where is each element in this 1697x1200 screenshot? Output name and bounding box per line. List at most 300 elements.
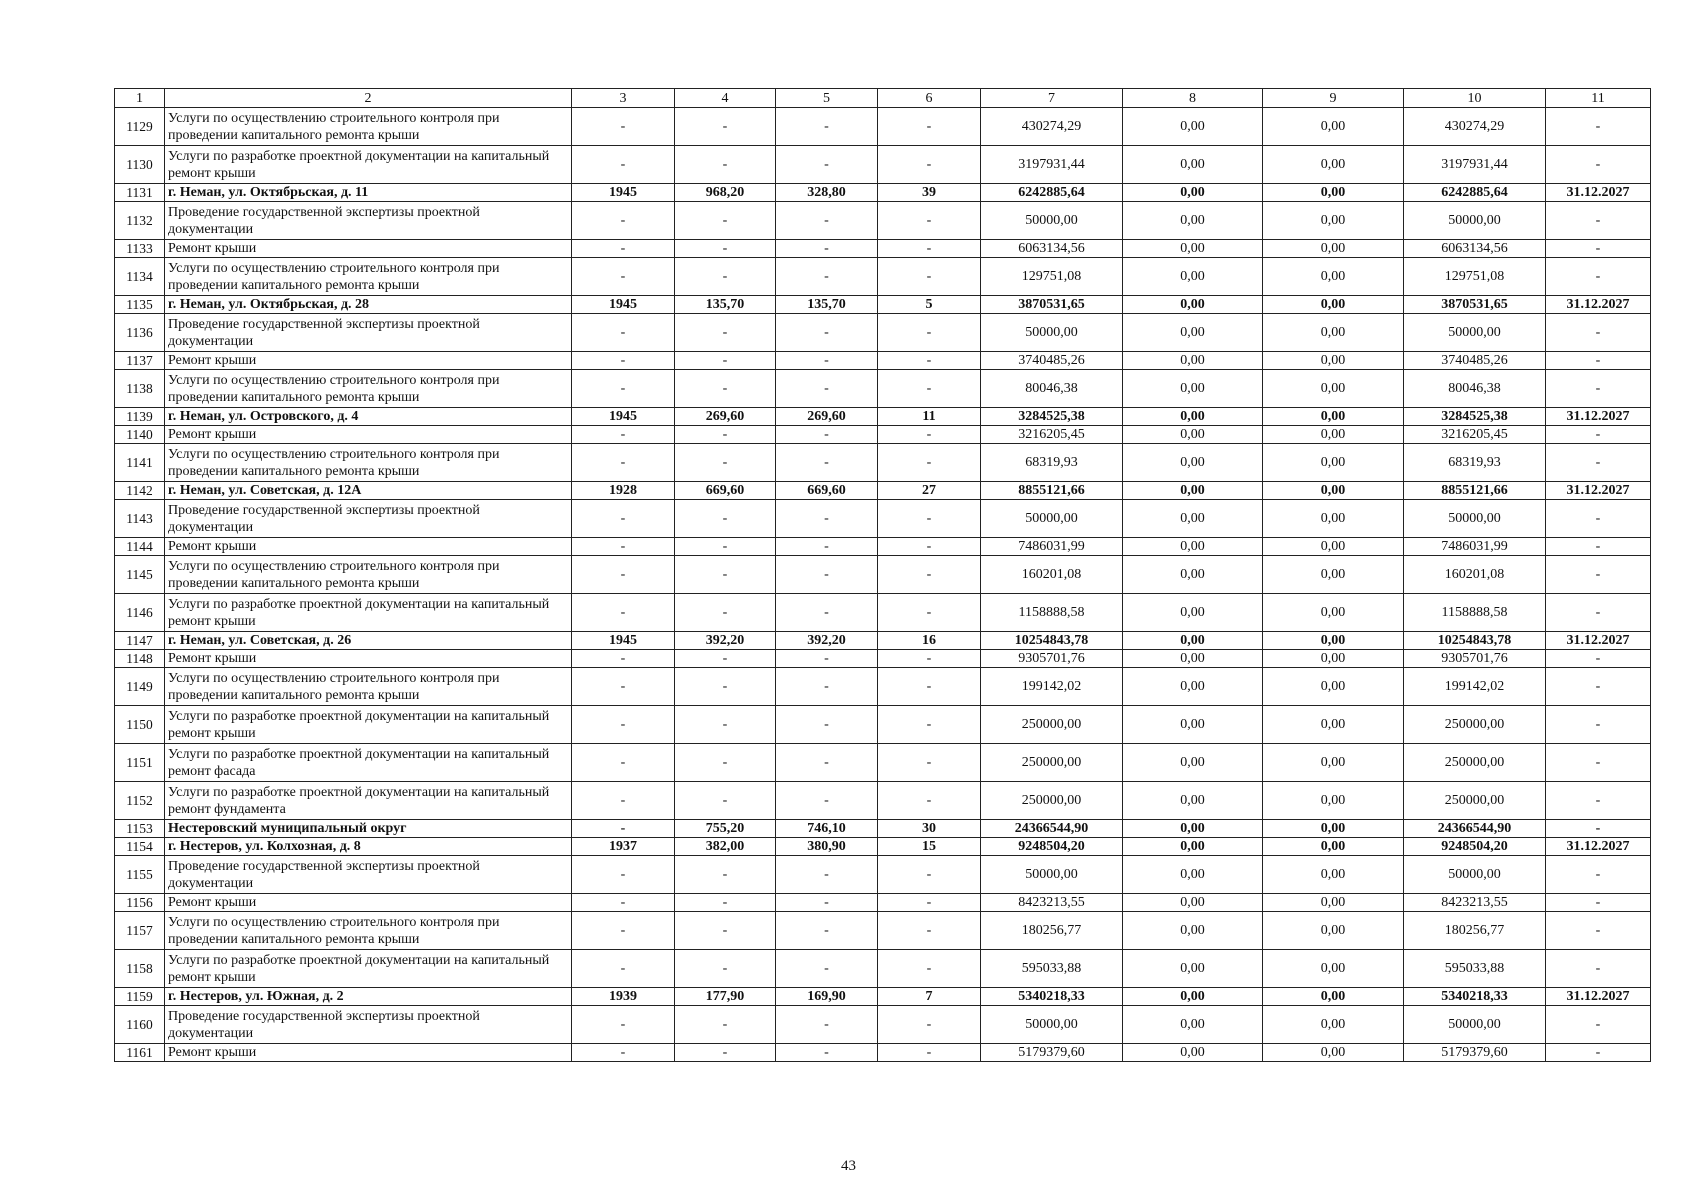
year-cell: -	[572, 314, 675, 352]
table-row	[115, 988, 1651, 1006]
row-number: 1130	[115, 146, 165, 184]
cost-col10-cell: 129751,08	[1404, 258, 1546, 296]
area-living-cell: -	[776, 668, 878, 706]
area-total-cell: -	[675, 744, 776, 782]
row-name: Услуги по осуществлению строительного контроля при проведении капитального ремонта крыши	[165, 108, 572, 146]
cost-col10-cell: 250000,00	[1404, 782, 1546, 820]
header-cell: 9	[1263, 89, 1404, 108]
table-row	[115, 594, 1651, 632]
area-total-cell: 135,70	[675, 296, 776, 314]
header-cell: 1	[115, 89, 165, 108]
row-number: 1144	[115, 538, 165, 556]
deadline-cell: -	[1546, 258, 1651, 296]
table-row	[115, 444, 1651, 482]
area-total-cell: -	[675, 258, 776, 296]
row-name: г. Неман, ул. Октябрьская, д. 28	[165, 296, 572, 314]
cost-col10-cell: 7486031,99	[1404, 538, 1546, 556]
year-cell: -	[572, 912, 675, 950]
table-row	[115, 632, 1651, 650]
area-living-cell: -	[776, 894, 878, 912]
area-living-cell: 135,70	[776, 296, 878, 314]
row-number: 1133	[115, 240, 165, 258]
cost-col8-cell: 0,00	[1123, 706, 1263, 744]
year-cell: -	[572, 370, 675, 408]
cost-col8-cell: 0,00	[1123, 650, 1263, 668]
cost-col9-cell: 0,00	[1263, 988, 1404, 1006]
residents-cell: -	[878, 744, 981, 782]
total-cost-cell: 250000,00	[981, 706, 1123, 744]
residents-cell: 30	[878, 820, 981, 838]
cost-col10-cell: 5179379,60	[1404, 1044, 1546, 1062]
row-number: 1141	[115, 444, 165, 482]
area-living-cell: -	[776, 352, 878, 370]
cost-col9-cell: 0,00	[1263, 296, 1404, 314]
header-cell: 6	[878, 89, 981, 108]
year-cell: 1937	[572, 838, 675, 856]
area-living-cell: -	[776, 108, 878, 146]
area-living-cell: -	[776, 594, 878, 632]
cost-col9-cell: 0,00	[1263, 668, 1404, 706]
area-total-cell: 382,00	[675, 838, 776, 856]
cost-col10-cell: 6242885,64	[1404, 184, 1546, 202]
cost-col8-cell: 0,00	[1123, 838, 1263, 856]
area-total-cell: 177,90	[675, 988, 776, 1006]
total-cost-cell: 199142,02	[981, 668, 1123, 706]
cost-col10-cell: 180256,77	[1404, 912, 1546, 950]
area-total-cell: -	[675, 146, 776, 184]
area-total-cell: -	[675, 426, 776, 444]
residents-cell: 7	[878, 988, 981, 1006]
year-cell: -	[572, 1044, 675, 1062]
header-cell: 8	[1123, 89, 1263, 108]
row-name: Услуги по разработке проектной документации на капитальный ремонт крыши	[165, 594, 572, 632]
table-row	[115, 744, 1651, 782]
deadline-cell: -	[1546, 950, 1651, 988]
table-row	[115, 352, 1651, 370]
row-name: Ремонт крыши	[165, 894, 572, 912]
year-cell: 1945	[572, 184, 675, 202]
table-row	[115, 426, 1651, 444]
cost-col8-cell: 0,00	[1123, 556, 1263, 594]
total-cost-cell: 6242885,64	[981, 184, 1123, 202]
row-number: 1148	[115, 650, 165, 668]
residents-cell: -	[878, 314, 981, 352]
header-cell: 7	[981, 89, 1123, 108]
cost-col9-cell: 0,00	[1263, 538, 1404, 556]
area-total-cell: -	[675, 352, 776, 370]
area-total-cell: -	[675, 240, 776, 258]
row-name: Услуги по осуществлению строительного контроля при проведении капитального ремонта крыши	[165, 444, 572, 482]
cost-col9-cell: 0,00	[1263, 314, 1404, 352]
total-cost-cell: 50000,00	[981, 314, 1123, 352]
total-cost-cell: 50000,00	[981, 202, 1123, 240]
area-total-cell: 968,20	[675, 184, 776, 202]
row-name: Ремонт крыши	[165, 426, 572, 444]
area-living-cell: -	[776, 556, 878, 594]
cost-col10-cell: 199142,02	[1404, 668, 1546, 706]
residents-cell: 16	[878, 632, 981, 650]
cost-col9-cell: 0,00	[1263, 838, 1404, 856]
table-row	[115, 408, 1651, 426]
row-number: 1147	[115, 632, 165, 650]
cost-col10-cell: 3216205,45	[1404, 426, 1546, 444]
row-name: Услуги по разработке проектной документации на капитальный ремонт крыши	[165, 706, 572, 744]
capital-repair-table	[114, 88, 1651, 1062]
year-cell: -	[572, 650, 675, 668]
deadline-cell: -	[1546, 370, 1651, 408]
cost-col9-cell: 0,00	[1263, 632, 1404, 650]
row-number: 1132	[115, 202, 165, 240]
area-total-cell: 755,20	[675, 820, 776, 838]
total-cost-cell: 129751,08	[981, 258, 1123, 296]
total-cost-cell: 250000,00	[981, 782, 1123, 820]
deadline-cell: 31.12.2027	[1546, 184, 1651, 202]
cost-col8-cell: 0,00	[1123, 632, 1263, 650]
area-living-cell: -	[776, 444, 878, 482]
row-number: 1152	[115, 782, 165, 820]
area-living-cell: 328,80	[776, 184, 878, 202]
area-living-cell: -	[776, 370, 878, 408]
cost-col8-cell: 0,00	[1123, 240, 1263, 258]
deadline-cell: -	[1546, 706, 1651, 744]
total-cost-cell: 68319,93	[981, 444, 1123, 482]
row-number: 1139	[115, 408, 165, 426]
deadline-cell: -	[1546, 594, 1651, 632]
residents-cell: -	[878, 146, 981, 184]
total-cost-cell: 50000,00	[981, 500, 1123, 538]
area-total-cell: -	[675, 912, 776, 950]
area-living-cell: 269,60	[776, 408, 878, 426]
year-cell: 1945	[572, 296, 675, 314]
year-cell: -	[572, 202, 675, 240]
cost-col9-cell: 0,00	[1263, 1044, 1404, 1062]
cost-col8-cell: 0,00	[1123, 352, 1263, 370]
total-cost-cell: 50000,00	[981, 1006, 1123, 1044]
area-total-cell: -	[675, 314, 776, 352]
cost-col10-cell: 250000,00	[1404, 744, 1546, 782]
area-total-cell: -	[675, 668, 776, 706]
area-living-cell: -	[776, 1044, 878, 1062]
area-living-cell: -	[776, 856, 878, 894]
cost-col8-cell: 0,00	[1123, 500, 1263, 538]
header-cell: 4	[675, 89, 776, 108]
area-living-cell: -	[776, 202, 878, 240]
area-total-cell: -	[675, 594, 776, 632]
table-row	[115, 668, 1651, 706]
cost-col10-cell: 5340218,33	[1404, 988, 1546, 1006]
row-name: Услуги по разработке проектной документации на капитальный ремонт крыши	[165, 146, 572, 184]
total-cost-cell: 595033,88	[981, 950, 1123, 988]
cost-col9-cell: 0,00	[1263, 426, 1404, 444]
residents-cell: -	[878, 894, 981, 912]
table-row	[115, 1006, 1651, 1044]
year-cell: 1928	[572, 482, 675, 500]
row-number: 1161	[115, 1044, 165, 1062]
cost-col9-cell: 0,00	[1263, 240, 1404, 258]
cost-col10-cell: 9305701,76	[1404, 650, 1546, 668]
year-cell: -	[572, 426, 675, 444]
row-name: Проведение государственной экспертизы проектной документации	[165, 856, 572, 894]
residents-cell: 11	[878, 408, 981, 426]
area-living-cell: -	[776, 744, 878, 782]
area-total-cell: -	[675, 1044, 776, 1062]
total-cost-cell: 8423213,55	[981, 894, 1123, 912]
total-cost-cell: 50000,00	[981, 856, 1123, 894]
deadline-cell: -	[1546, 1044, 1651, 1062]
year-cell: -	[572, 556, 675, 594]
cost-col8-cell: 0,00	[1123, 444, 1263, 482]
cost-col8-cell: 0,00	[1123, 782, 1263, 820]
row-number: 1137	[115, 352, 165, 370]
residents-cell: 5	[878, 296, 981, 314]
row-name: Нестеровский муниципальный округ	[165, 820, 572, 838]
residents-cell: -	[878, 352, 981, 370]
cost-col9-cell: 0,00	[1263, 408, 1404, 426]
residents-cell: -	[878, 950, 981, 988]
residents-cell: -	[878, 782, 981, 820]
cost-col10-cell: 50000,00	[1404, 500, 1546, 538]
year-cell: -	[572, 1006, 675, 1044]
residents-cell: -	[878, 202, 981, 240]
row-number: 1134	[115, 258, 165, 296]
cost-col9-cell: 0,00	[1263, 500, 1404, 538]
total-cost-cell: 80046,38	[981, 370, 1123, 408]
cost-col8-cell: 0,00	[1123, 538, 1263, 556]
area-total-cell: -	[675, 650, 776, 668]
table-row	[115, 184, 1651, 202]
table-row	[115, 950, 1651, 988]
header-cell: 3	[572, 89, 675, 108]
year-cell: 1945	[572, 408, 675, 426]
area-total-cell: 669,60	[675, 482, 776, 500]
area-living-cell: -	[776, 426, 878, 444]
cost-col9-cell: 0,00	[1263, 744, 1404, 782]
deadline-cell: -	[1546, 894, 1651, 912]
area-total-cell: -	[675, 706, 776, 744]
row-name: Услуги по осуществлению строительного контроля при проведении капитального ремонта крыши	[165, 556, 572, 594]
area-total-cell: -	[675, 894, 776, 912]
cost-col9-cell: 0,00	[1263, 912, 1404, 950]
residents-cell: 15	[878, 838, 981, 856]
residents-cell: -	[878, 258, 981, 296]
year-cell: -	[572, 894, 675, 912]
table-row	[115, 1044, 1651, 1062]
deadline-cell: 31.12.2027	[1546, 296, 1651, 314]
table-row	[115, 482, 1651, 500]
row-number: 1150	[115, 706, 165, 744]
table-row	[115, 706, 1651, 744]
table-row	[115, 650, 1651, 668]
table-row	[115, 838, 1651, 856]
residents-cell: -	[878, 912, 981, 950]
header-cell: 5	[776, 89, 878, 108]
year-cell: -	[572, 782, 675, 820]
cost-col8-cell: 0,00	[1123, 296, 1263, 314]
table-row	[115, 912, 1651, 950]
row-name: Проведение государственной экспертизы проектной документации	[165, 314, 572, 352]
total-cost-cell: 10254843,78	[981, 632, 1123, 650]
row-number: 1135	[115, 296, 165, 314]
area-living-cell: -	[776, 258, 878, 296]
area-living-cell: 746,10	[776, 820, 878, 838]
area-total-cell: 269,60	[675, 408, 776, 426]
cost-col9-cell: 0,00	[1263, 370, 1404, 408]
deadline-cell: -	[1546, 912, 1651, 950]
residents-cell: -	[878, 650, 981, 668]
row-name: Ремонт крыши	[165, 650, 572, 668]
cost-col8-cell: 0,00	[1123, 202, 1263, 240]
table-row	[115, 258, 1651, 296]
cost-col10-cell: 50000,00	[1404, 202, 1546, 240]
total-cost-cell: 24366544,90	[981, 820, 1123, 838]
area-living-cell: -	[776, 912, 878, 950]
area-total-cell: -	[675, 500, 776, 538]
area-living-cell: -	[776, 650, 878, 668]
row-name: Ремонт крыши	[165, 1044, 572, 1062]
area-total-cell: -	[675, 444, 776, 482]
cost-col10-cell: 6063134,56	[1404, 240, 1546, 258]
row-number: 1129	[115, 108, 165, 146]
row-name: Услуги по разработке проектной документации на капитальный ремонт крыши	[165, 950, 572, 988]
total-cost-cell: 7486031,99	[981, 538, 1123, 556]
row-name: г. Неман, ул. Островского, д. 4	[165, 408, 572, 426]
cost-col9-cell: 0,00	[1263, 556, 1404, 594]
area-living-cell: -	[776, 950, 878, 988]
area-living-cell: -	[776, 1006, 878, 1044]
table-row	[115, 782, 1651, 820]
row-name: Услуги по осуществлению строительного контроля при проведении капитального ремонта крыши	[165, 912, 572, 950]
row-name: г. Неман, ул. Октябрьская, д. 11	[165, 184, 572, 202]
row-number: 1140	[115, 426, 165, 444]
cost-col10-cell: 1158888,58	[1404, 594, 1546, 632]
cost-col10-cell: 10254843,78	[1404, 632, 1546, 650]
cost-col8-cell: 0,00	[1123, 146, 1263, 184]
cost-col8-cell: 0,00	[1123, 1044, 1263, 1062]
row-number: 1138	[115, 370, 165, 408]
cost-col10-cell: 80046,38	[1404, 370, 1546, 408]
area-living-cell: -	[776, 538, 878, 556]
year-cell: -	[572, 820, 675, 838]
residents-cell: -	[878, 500, 981, 538]
row-number: 1158	[115, 950, 165, 988]
area-total-cell: -	[675, 370, 776, 408]
year-cell: -	[572, 444, 675, 482]
cost-col10-cell: 3284525,38	[1404, 408, 1546, 426]
row-number: 1131	[115, 184, 165, 202]
cost-col8-cell: 0,00	[1123, 370, 1263, 408]
deadline-cell: -	[1546, 538, 1651, 556]
year-cell: -	[572, 538, 675, 556]
area-living-cell: 392,20	[776, 632, 878, 650]
deadline-cell: 31.12.2027	[1546, 408, 1651, 426]
row-number: 1159	[115, 988, 165, 1006]
year-cell: -	[572, 594, 675, 632]
deadline-cell: -	[1546, 352, 1651, 370]
total-cost-cell: 180256,77	[981, 912, 1123, 950]
year-cell: -	[572, 950, 675, 988]
area-total-cell: 392,20	[675, 632, 776, 650]
total-cost-cell: 3740485,26	[981, 352, 1123, 370]
year-cell: -	[572, 500, 675, 538]
residents-cell: 39	[878, 184, 981, 202]
table-row	[115, 108, 1651, 146]
row-name: г. Нестеров, ул. Южная, д. 2	[165, 988, 572, 1006]
cost-col10-cell: 430274,29	[1404, 108, 1546, 146]
cost-col8-cell: 0,00	[1123, 1006, 1263, 1044]
residents-cell: -	[878, 538, 981, 556]
cost-col10-cell: 595033,88	[1404, 950, 1546, 988]
row-number: 1151	[115, 744, 165, 782]
cost-col8-cell: 0,00	[1123, 744, 1263, 782]
row-name: г. Неман, ул. Советская, д. 26	[165, 632, 572, 650]
area-total-cell: -	[675, 108, 776, 146]
cost-col8-cell: 0,00	[1123, 912, 1263, 950]
row-number: 1142	[115, 482, 165, 500]
year-cell: -	[572, 744, 675, 782]
row-name: Проведение государственной экспертизы проектной документации	[165, 500, 572, 538]
area-living-cell: -	[776, 500, 878, 538]
area-total-cell: -	[675, 556, 776, 594]
cost-col10-cell: 3197931,44	[1404, 146, 1546, 184]
row-number: 1156	[115, 894, 165, 912]
deadline-cell: -	[1546, 744, 1651, 782]
cost-col10-cell: 50000,00	[1404, 1006, 1546, 1044]
residents-cell: -	[878, 108, 981, 146]
cost-col8-cell: 0,00	[1123, 482, 1263, 500]
row-name: Проведение государственной экспертизы проектной документации	[165, 1006, 572, 1044]
year-cell: 1939	[572, 988, 675, 1006]
cost-col8-cell: 0,00	[1123, 820, 1263, 838]
total-cost-cell: 1158888,58	[981, 594, 1123, 632]
table-row	[115, 894, 1651, 912]
total-cost-cell: 3216205,45	[981, 426, 1123, 444]
page-number: 43	[841, 1158, 856, 1174]
year-cell: -	[572, 856, 675, 894]
area-living-cell: -	[776, 706, 878, 744]
cost-col9-cell: 0,00	[1263, 820, 1404, 838]
cost-col8-cell: 0,00	[1123, 988, 1263, 1006]
row-name: Ремонт крыши	[165, 352, 572, 370]
row-name: г. Нестеров, ул. Колхозная, д. 8	[165, 838, 572, 856]
row-name: Услуги по разработке проектной документации на капитальный ремонт фундамента	[165, 782, 572, 820]
cost-col9-cell: 0,00	[1263, 482, 1404, 500]
row-number: 1136	[115, 314, 165, 352]
residents-cell: -	[878, 706, 981, 744]
cost-col10-cell: 24366544,90	[1404, 820, 1546, 838]
cost-col8-cell: 0,00	[1123, 894, 1263, 912]
table-row	[115, 202, 1651, 240]
cost-col10-cell: 8855121,66	[1404, 482, 1546, 500]
cost-col9-cell: 0,00	[1263, 146, 1404, 184]
area-total-cell: -	[675, 856, 776, 894]
total-cost-cell: 3284525,38	[981, 408, 1123, 426]
cost-col10-cell: 8423213,55	[1404, 894, 1546, 912]
total-cost-cell: 430274,29	[981, 108, 1123, 146]
table-body	[115, 89, 1651, 1062]
cost-col8-cell: 0,00	[1123, 258, 1263, 296]
area-living-cell: 669,60	[776, 482, 878, 500]
deadline-cell: 31.12.2027	[1546, 482, 1651, 500]
row-name: Ремонт крыши	[165, 240, 572, 258]
residents-cell: -	[878, 240, 981, 258]
area-total-cell: -	[675, 1006, 776, 1044]
row-name: Ремонт крыши	[165, 538, 572, 556]
year-cell: -	[572, 258, 675, 296]
cost-col9-cell: 0,00	[1263, 594, 1404, 632]
cost-col10-cell: 3740485,26	[1404, 352, 1546, 370]
table-row	[115, 370, 1651, 408]
cost-col9-cell: 0,00	[1263, 352, 1404, 370]
